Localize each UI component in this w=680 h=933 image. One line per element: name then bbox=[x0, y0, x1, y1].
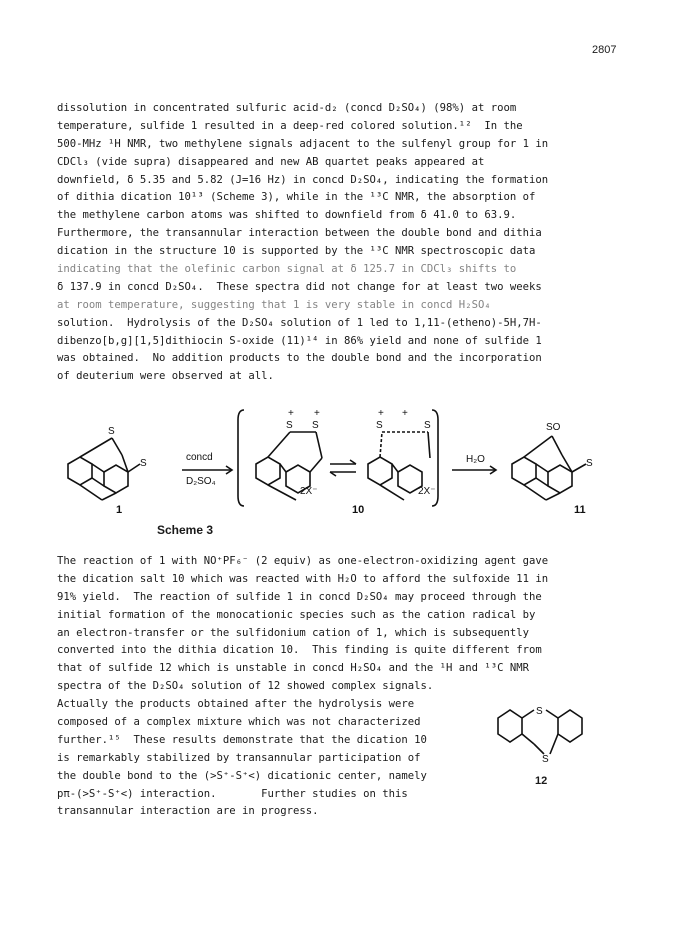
text-line: the methylene carbon atoms was shifted to downfield from δ 41.0 to 63.9. bbox=[57, 209, 517, 222]
text-line: pπ-(>S⁺-S⁺<) interaction. Further studies on this bbox=[57, 787, 408, 800]
charge-10c: + bbox=[378, 408, 384, 419]
charge-10a: + bbox=[288, 408, 294, 419]
sulfur-atom-1a: S bbox=[108, 426, 115, 437]
scheme-3-figure bbox=[0, 400, 680, 550]
text-line: the dication salt 10 which was reacted with H₂O to afford the sulfoxide 11 in bbox=[57, 572, 549, 585]
sulfur-atom-11: S bbox=[586, 458, 593, 469]
compound-label-10: 10 bbox=[352, 504, 365, 516]
sulfur-atom-10b: S bbox=[312, 420, 319, 431]
text-line: dibenzo[b,g][1,5]dithiocin S-oxide (11)¹⁴ in 86% yield and none of sulfide 1 bbox=[57, 334, 542, 347]
sulfur-atom-1b: S bbox=[140, 458, 147, 469]
text-line: converted into the dithia dication 10. This finding is quite different from bbox=[57, 644, 542, 657]
text-line: Furthermore, the transannular interaction between the double bond and dithia bbox=[57, 227, 542, 240]
compound-label-12: 12 bbox=[535, 775, 548, 787]
counterion-b: 2X⁻ bbox=[418, 486, 436, 497]
text-line: of deuterium were observed at all. bbox=[57, 370, 274, 383]
text-line: dissolution in concentrated sulfuric acid-d₂ (concd D₂SO₄) (98%) at room bbox=[57, 102, 517, 114]
text-line: temperature, sulfide 1 resulted in a deep-red colored solution.¹² In the bbox=[57, 119, 523, 132]
text-line: that of sulfide 12 which is unstable in concd H₂SO₄ and the ¹H and ¹³C NMR bbox=[57, 662, 529, 675]
counterion-a: 2X⁻ bbox=[300, 486, 318, 497]
text-line: CDCl₃ (vide supra) disappeared and new AB quartet peaks appeared at bbox=[57, 155, 485, 168]
text-line: is remarkably stabilized by transannular participation of bbox=[57, 751, 421, 764]
text-line: was obtained. No addition products to the double bond and the incorporation bbox=[57, 352, 542, 365]
text-line: 91% yield. The reaction of sulfide 1 in concd D₂SO₄ may proceed through the bbox=[57, 590, 542, 603]
text-line: δ 137.9 in concd D₂SO₄. These spectra did not change for at least two weeks bbox=[57, 280, 542, 293]
sulfur-atom-10c: S bbox=[376, 420, 383, 431]
text-line: at room temperature, suggesting that 1 is very stable in concd H₂SO₄ bbox=[57, 298, 491, 311]
text-line: downfield, δ 5.35 and 5.82 (J=16 Hz) in concd D₂SO₄, indicating the formation bbox=[57, 173, 549, 186]
charge-10b: + bbox=[314, 408, 320, 419]
text-line: initial formation of the monocationic species such as the cation radical by bbox=[57, 608, 536, 621]
compound-label-11: 11 bbox=[574, 504, 586, 516]
reagent-d2so4: D₂SO₄ bbox=[186, 476, 216, 487]
paragraph-1 bbox=[57, 100, 623, 386]
reagent-h2o: H₂O bbox=[466, 454, 485, 465]
reagent-concd: concd bbox=[186, 452, 213, 463]
text-line: the double bond to the (>S⁺-S⁺<) dicationic center, namely bbox=[57, 769, 427, 782]
text-line: an electron-transfer or the sulfidonium cation of 1, which is subsequently bbox=[57, 626, 529, 639]
text-line: dication in the structure 10 is supported by the ¹³C NMR spectroscopic data bbox=[57, 245, 536, 258]
sulfur-atom-12a: S bbox=[536, 706, 543, 717]
compound-12-structure bbox=[488, 688, 608, 768]
text-line: 500-MHz ¹H NMR, two methylene signals adjacent to the sulfenyl group for 1 in bbox=[57, 137, 549, 150]
compound-11-structure bbox=[512, 436, 586, 500]
text-line: spectra of the D₂SO₄ solution of 12 showed complex signals. bbox=[57, 680, 434, 693]
text-line: further.¹⁵ These results demonstrate that the dication 10 bbox=[57, 733, 427, 746]
charge-10d: + bbox=[402, 408, 408, 419]
sulfoxide-group: SO bbox=[546, 422, 561, 433]
text-line: solution. Hydrolysis of the D₂SO₄ solution of 1 led to 1,11-(etheno)-5H,7H- bbox=[57, 316, 542, 329]
text-line: composed of a complex mixture which was not characterized bbox=[57, 716, 421, 729]
text-line: of dithia dication 10¹³ (Scheme 3), while in the ¹³C NMR, the absorption of bbox=[57, 191, 536, 204]
sulfur-atom-10d: S bbox=[424, 420, 431, 431]
page-number: 2807 bbox=[592, 44, 617, 56]
text-line: Actually the products obtained after the hydrolysis were bbox=[57, 698, 415, 711]
sulfur-atom-12b: S bbox=[542, 754, 549, 765]
text-line: indicating that the olefinic carbon signal at δ 125.7 in CDCl₃ shifts to bbox=[57, 263, 517, 276]
sulfur-atom-10a: S bbox=[286, 420, 293, 431]
compound-label-1: 1 bbox=[116, 504, 123, 516]
text-line: The reaction of 1 with NO⁺PF₆⁻ (2 equiv) as one-electron-oxidizing agent gave bbox=[57, 555, 549, 567]
compound-1-structure bbox=[68, 438, 140, 500]
scheme-caption: Scheme 3 bbox=[157, 523, 214, 537]
text-line: transannular interaction are in progress. bbox=[57, 805, 319, 818]
